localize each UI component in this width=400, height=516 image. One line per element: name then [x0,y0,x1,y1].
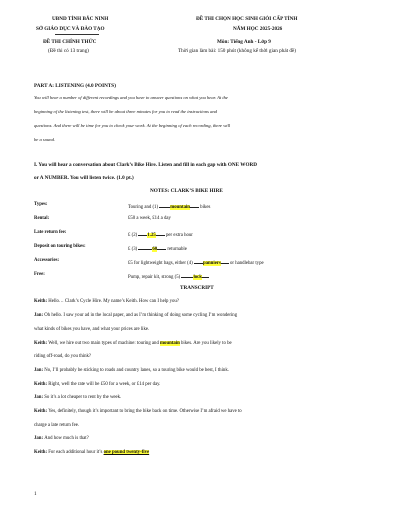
notes-label-late-fee: Late return fee: [34,230,67,235]
answer-highlight: lock [193,275,202,280]
header-exam-title: ĐỀ THI CHỌN HỌC SINH GIỎI CẤP TỈNH [196,16,298,22]
transcript-line: Keith: Right, well the rate will be £50 for a week, or £14 per day. [34,382,161,387]
header-pages: (Đề thi có 13 trang) [48,48,89,54]
notes-title: NOTES: CLARK’S BIKE HIRE [150,188,223,194]
transcript-line: Keith: Yes, definitely, though it’s important to bring the bike back on time. Otherwise I’m afraid we have to [34,409,242,414]
transcript-title: TRANSCRIPT [180,285,214,291]
notes-value-types: Touring and (1) mountain bikes [128,205,211,210]
page-number: 1 [34,491,37,497]
part-a-instructions-line-2: beginning of the listening test, there will be about three minutes for you to read the instructions and [34,109,217,114]
answer-highlight: panniers [202,261,221,266]
header-province: UBND TỈNH BẮC NINH [52,16,109,22]
transcript-line: Keith: Well, we hire out two main types of machine: touring and mountain bikes. Are you likely to be [34,341,232,346]
answer-highlight: one pound twenty-five [103,450,150,455]
transcript-line: Jan: No, I’ll probably be sticking to roads and country lanes, so a touring bike would be best, I think. [34,368,229,373]
answer-highlight: mountain [160,341,180,346]
answer-highlight: mountain [170,205,190,210]
notes-value-deposit: £ (3) 60 returnable [128,247,187,252]
header-left-rule [55,34,99,35]
header-subject: Môn: Tiếng Anh - Lớp 9 [217,39,271,45]
notes-label-types: Types: [34,202,48,207]
header-school-year: NĂM HỌC 2025-2026 [233,26,283,32]
question-1-instruction-line-1: I. You will hear a conversation about Clark’s Bike Hire. Listen and fill in each gap with ONE WORD [34,162,257,168]
notes-label-accessories: Accessories: [34,258,60,263]
transcript-line-continued: what kinds of bikes you have, and what your prices are like. [34,327,150,332]
transcript-line-continued: riding off-road, do you think? [34,354,92,359]
transcript-line: Keith: Hello… Clark’s Cycle Hire. My name’s Keith. How can I help you? [34,299,179,304]
transcript-line: Keith: For each additional hour it’s one pound twenty-five [34,450,150,455]
header-department: SỞ GIÁO DỤC VÀ ĐÀO TẠO [36,26,105,32]
notes-label-free: Free: [34,272,45,277]
transcript-line: Jan: So it’s a lot cheaper to rent by the week. [34,395,122,400]
transcript-line: Jan: Oh hello. I saw your ad in the local paper, and as I’m thinking of doing some cycling I’m wondering [34,313,238,318]
header-time: Thời gian làm bài: 150 phút (không kể thời gian phát đề) [178,48,297,54]
notes-value-free: Pump, repair kit, strong (5) lock [128,273,209,281]
answer-highlight: 60 [152,247,158,252]
part-a-heading: PART A: LISTENING (4.0 POINTS) [34,83,116,89]
part-a-instructions-line-1: You will hear a number of different recordings and you have to answer questions on what you hear. At the [34,95,228,100]
transcript-line: Jan: And how much is that? [34,436,89,441]
notes-label-rental: Rental: [34,216,50,221]
notes-value-late-fee: £ (2) 1.25 per extra hour [128,233,193,238]
notes-label-deposit: Deposit on touring bikes: [34,244,86,249]
part-a-instructions-line-3: questions. And there will be time for you to check your work. At the beginning of each recording, there will [34,123,231,128]
header-official: ĐỀ THI CHÍNH THỨC [43,39,97,45]
transcript-line-continued: charge a late return fee. [34,423,80,428]
question-1-instruction-line-2: or A NUMBER. You will listen twice. (1.0 pt.) [34,175,134,181]
notes-value-accessories: £5 for lightweight bags, either (4) panniers or handlebar type [128,261,264,266]
part-a-instructions-line-4: be a sound. [34,137,56,142]
answer-highlight: 1.25 [147,233,156,238]
notes-value-rental: £50 a week, £14 a day [128,216,171,221]
